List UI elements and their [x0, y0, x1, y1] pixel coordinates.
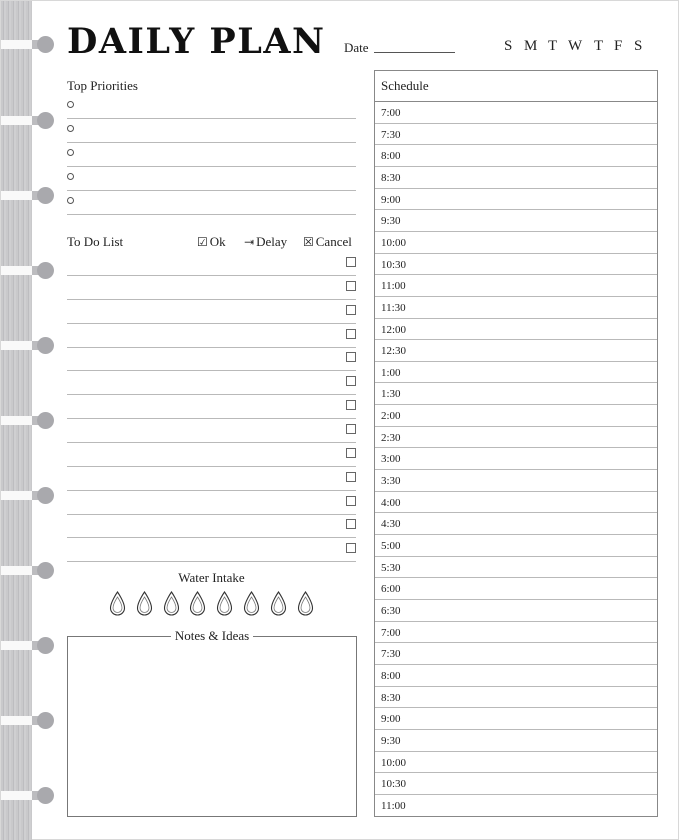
priority-row[interactable]	[67, 191, 356, 215]
schedule-time-label: 1:30	[381, 388, 401, 401]
todo-row[interactable]	[67, 347, 356, 371]
todo-row[interactable]	[67, 324, 356, 348]
schedule-time-label: 8:00	[381, 150, 401, 163]
schedule-time-label: 3:30	[381, 475, 401, 488]
schedule-time-label: 5:30	[381, 561, 401, 574]
todo-checkbox[interactable]	[346, 376, 356, 386]
todo-row[interactable]	[67, 443, 356, 467]
bullet-circle-icon	[67, 149, 74, 156]
water-drop-icon[interactable]	[297, 591, 314, 617]
binder-disc	[1, 187, 54, 205]
schedule-slot[interactable]	[375, 470, 657, 492]
schedule-slot[interactable]	[375, 665, 657, 687]
schedule-time-label: 2:30	[381, 431, 401, 444]
todo-row[interactable]	[67, 371, 356, 395]
schedule-slot[interactable]	[375, 557, 657, 579]
todo-checkbox[interactable]	[346, 424, 356, 434]
binder-disc	[1, 562, 54, 580]
schedule-time-label: 9:00	[381, 193, 401, 206]
schedule-time-label: 5:00	[381, 540, 401, 552]
schedule-slot[interactable]	[375, 275, 657, 297]
binder-disc	[1, 787, 54, 805]
schedule-slot[interactable]	[375, 730, 657, 752]
schedule-time-label: 9:00	[381, 713, 401, 726]
legend-cancel	[303, 234, 352, 250]
binder-disc	[1, 487, 54, 505]
schedule-time-label: 8:30	[381, 171, 401, 184]
weekday-2[interactable]: T	[548, 38, 558, 54]
schedule-time-label: 9:30	[381, 734, 401, 747]
notes-label: Notes & Ideas	[171, 628, 253, 643]
todo-checkbox[interactable]	[346, 448, 356, 458]
todo-row[interactable]	[67, 419, 356, 443]
notes-label-wrap	[67, 628, 357, 644]
schedule-slot[interactable]	[375, 362, 657, 384]
bullet-circle-icon	[67, 173, 74, 180]
todo-checkbox[interactable]	[346, 352, 356, 362]
water-drop-icon[interactable]	[163, 591, 180, 617]
schedule-time-label: 7:00	[381, 626, 401, 639]
schedule-slot[interactable]	[375, 405, 657, 427]
schedule-slot[interactable]	[375, 340, 657, 362]
schedule-slot[interactable]	[375, 319, 657, 341]
todo-row[interactable]	[67, 276, 356, 300]
schedule-time-label: 8:00	[381, 669, 401, 682]
binder-disc	[1, 36, 54, 54]
todo-checkbox[interactable]	[346, 305, 356, 315]
date-field-line[interactable]	[374, 52, 455, 53]
todo-row[interactable]	[67, 467, 356, 491]
schedule-slot[interactable]	[375, 189, 657, 211]
todo-row[interactable]	[67, 514, 356, 538]
legend-cancel-icon: ☒	[303, 234, 314, 249]
schedule-slot[interactable]	[375, 167, 657, 189]
schedule-time-label: 11:00	[381, 799, 406, 812]
schedule-slot[interactable]	[375, 383, 657, 405]
water-intake-label: Water Intake	[178, 570, 245, 585]
schedule-slot[interactable]	[375, 513, 657, 535]
weekday-5[interactable]: F	[614, 38, 623, 54]
schedule-time-label: 7:00	[381, 107, 401, 119]
legend-label: Cancel	[315, 234, 352, 249]
todo-checkbox[interactable]	[346, 400, 356, 410]
notes-box[interactable]	[67, 636, 357, 817]
schedule-slot[interactable]	[375, 297, 657, 319]
todo-row[interactable]	[67, 491, 356, 515]
legend-label: Ok	[209, 234, 226, 249]
schedule-time-label: 10:30	[381, 258, 407, 271]
schedule-label: Schedule	[381, 78, 429, 93]
schedule-slot[interactable]	[375, 600, 657, 622]
todo-row[interactable]	[67, 538, 356, 562]
schedule-slot[interactable]	[375, 232, 657, 254]
schedule-time-label: 7:30	[381, 648, 401, 661]
schedule-time-label: 10:00	[381, 236, 407, 249]
schedule-time-label: 4:30	[381, 518, 401, 531]
binder-disc	[1, 262, 54, 280]
schedule-time-label: 10:00	[381, 756, 407, 769]
binder-disc	[1, 412, 54, 430]
legend-label: Delay	[256, 234, 288, 249]
water-drop-icon[interactable]	[270, 591, 287, 617]
schedule-slot[interactable]	[375, 124, 657, 146]
todo-list-label: To Do List	[67, 234, 124, 249]
bullet-circle-icon	[67, 197, 74, 204]
schedule-time-label: 11:00	[381, 280, 406, 293]
water-drop-icon[interactable]	[136, 591, 153, 617]
page-title: DAILY PLAN	[67, 21, 326, 62]
todo-row[interactable]	[67, 395, 356, 419]
binder-disc	[1, 337, 54, 355]
todo-row[interactable]	[67, 300, 356, 324]
legend-ok-icon: ☑	[197, 234, 208, 249]
schedule-slot[interactable]	[375, 622, 657, 644]
schedule-time-label: 2:00	[381, 410, 401, 423]
weekday-0[interactable]: S	[504, 38, 513, 54]
date-label: Date	[344, 40, 369, 55]
schedule-slot[interactable]	[375, 687, 657, 709]
priority-row[interactable]	[67, 119, 356, 143]
legend-delay-icon: ⇥	[244, 234, 255, 249]
binder-disc	[1, 712, 54, 730]
todo-checkbox[interactable]	[346, 281, 356, 291]
schedule-time-label: 8:30	[381, 691, 401, 704]
schedule-slot[interactable]	[375, 254, 657, 276]
weekday-1[interactable]: M	[524, 38, 538, 54]
schedule-time-label: 11:30	[381, 301, 406, 314]
schedule-slot[interactable]	[375, 773, 657, 795]
todo-checkbox[interactable]	[346, 496, 356, 506]
schedule-slot[interactable]	[375, 578, 657, 600]
schedule-time-label: 10:30	[381, 778, 407, 791]
legend-delay	[244, 234, 287, 250]
schedule-time-label: 4:00	[381, 496, 401, 509]
water-drops	[109, 591, 323, 617]
schedule-time-label: 12:30	[381, 345, 407, 358]
top-priorities-label: Top Priorities	[67, 78, 138, 93]
water-drop-icon[interactable]	[243, 591, 260, 617]
schedule-slot[interactable]	[375, 708, 657, 730]
schedule-slot[interactable]	[375, 448, 657, 470]
schedule-slot[interactable]	[375, 795, 657, 817]
schedule-header	[375, 71, 657, 102]
weekday-6[interactable]: S	[634, 38, 643, 54]
schedule-slot[interactable]	[375, 752, 657, 774]
weekday-3[interactable]: W	[568, 38, 583, 54]
schedule-slot[interactable]	[375, 145, 657, 167]
schedule-slot[interactable]	[375, 210, 657, 232]
schedule-slot[interactable]	[375, 643, 657, 665]
bullet-circle-icon	[67, 125, 74, 132]
schedule-slot[interactable]	[375, 102, 657, 124]
schedule-time-label: 3:00	[381, 453, 401, 466]
schedule-slot[interactable]	[375, 492, 657, 514]
schedule-time-label: 9:30	[381, 215, 401, 228]
binder-disc	[1, 637, 54, 655]
schedule-slot[interactable]	[375, 535, 657, 557]
schedule-panel	[374, 70, 658, 817]
todo-checkbox[interactable]	[346, 257, 356, 267]
schedule-time-label: 1:00	[381, 366, 401, 379]
bullet-circle-icon	[67, 101, 74, 108]
water-drop-icon[interactable]	[109, 591, 126, 617]
todo-checkbox[interactable]	[346, 519, 356, 529]
schedule-time-label: 6:00	[381, 583, 401, 596]
priority-row[interactable]	[67, 167, 356, 191]
schedule-time-label: 12:00	[381, 323, 407, 336]
todo-checkbox[interactable]	[346, 472, 356, 482]
todo-checkbox[interactable]	[346, 543, 356, 553]
weekday-selector	[504, 38, 654, 55]
binder-disc	[1, 112, 54, 130]
todo-row[interactable]	[67, 252, 356, 276]
todo-checkbox[interactable]	[346, 329, 356, 339]
schedule-time-label: 7:30	[381, 128, 401, 141]
schedule-slot[interactable]	[375, 427, 657, 449]
legend-ok	[197, 234, 226, 250]
schedule-time-label: 6:30	[381, 604, 401, 617]
priority-row[interactable]	[67, 95, 356, 119]
water-drop-icon[interactable]	[216, 591, 233, 617]
priority-row[interactable]	[67, 143, 356, 167]
weekday-4[interactable]: T	[594, 38, 604, 54]
water-drop-icon[interactable]	[189, 591, 206, 617]
